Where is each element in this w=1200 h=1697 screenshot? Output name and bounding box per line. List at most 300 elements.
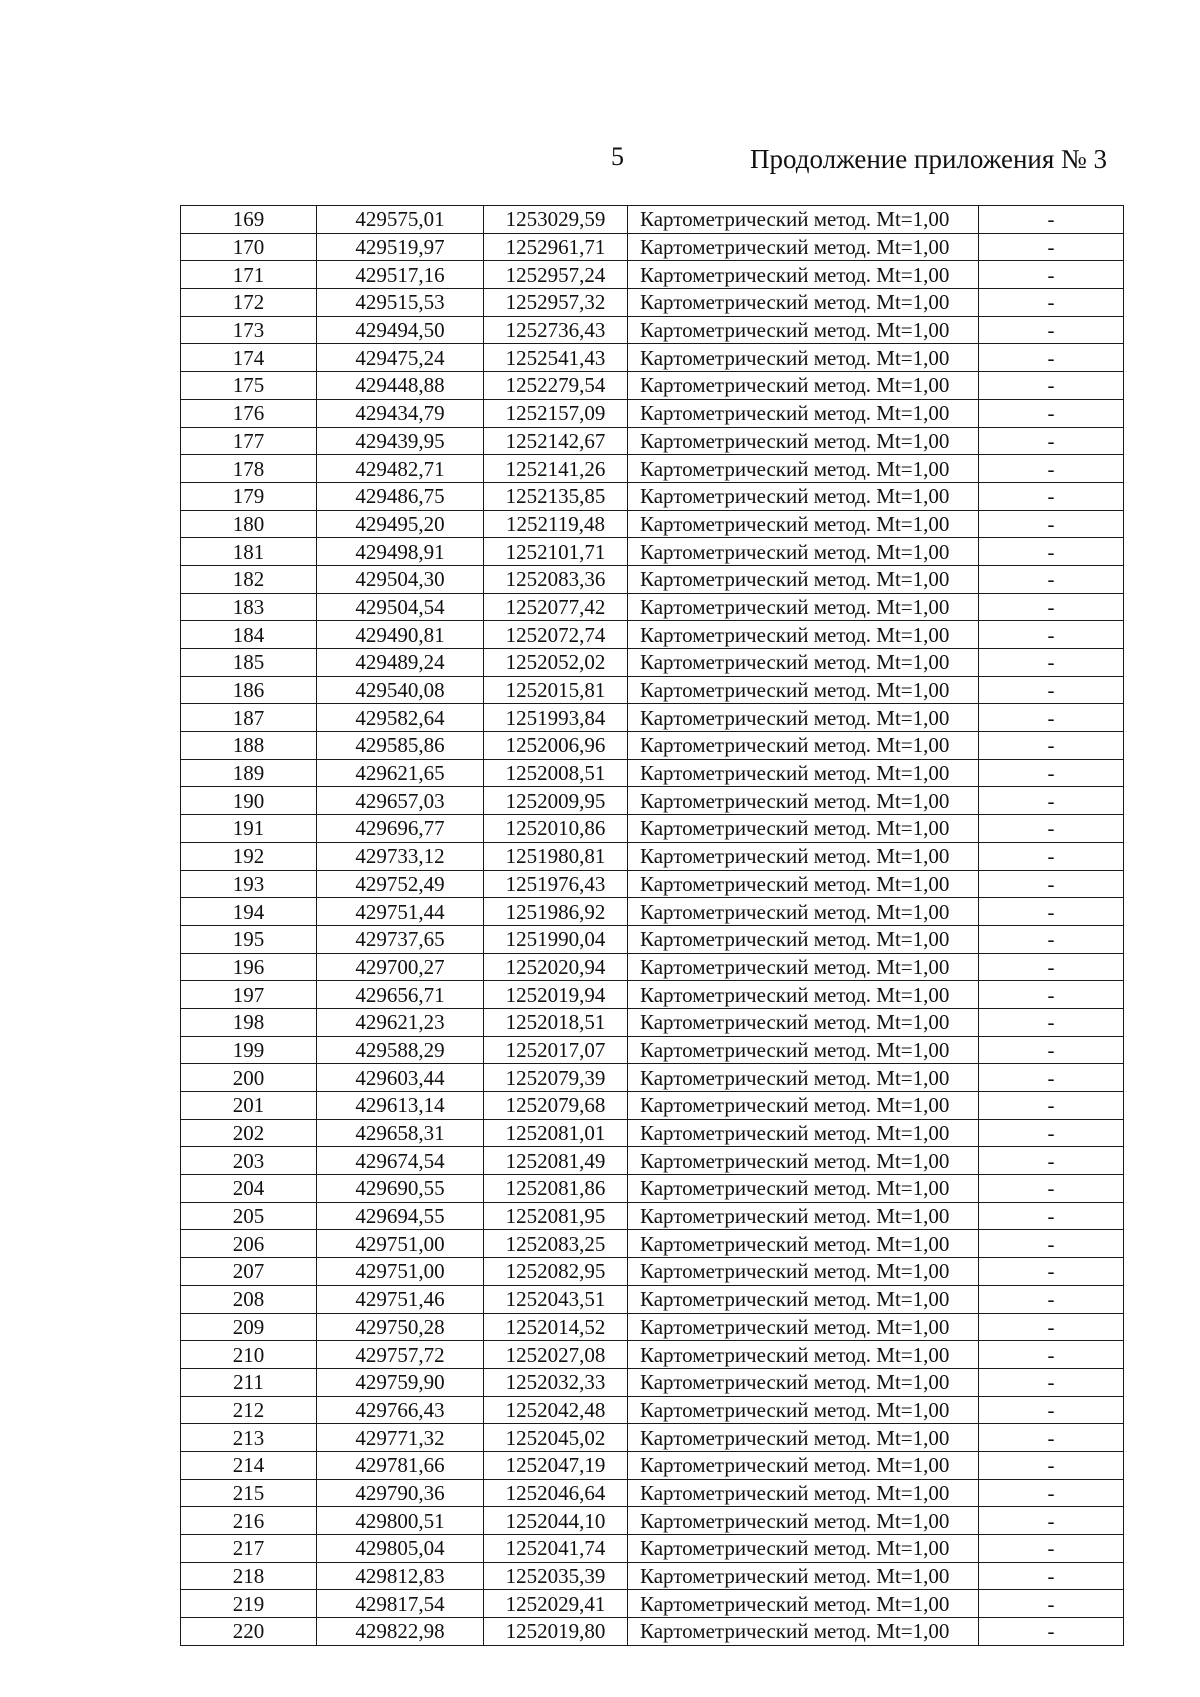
- point-number-cell: 219: [181, 1590, 317, 1618]
- x-coordinate-cell: 429603,44: [317, 1064, 484, 1092]
- point-number-cell: 177: [181, 427, 317, 455]
- method-cell: Картометрический метод. Mt=1,00: [628, 870, 979, 898]
- method-cell: Картометрический метод. Mt=1,00: [628, 1368, 979, 1396]
- y-coordinate-cell: 1252081,86: [484, 1175, 628, 1203]
- x-coordinate-cell: 429588,29: [317, 1036, 484, 1064]
- method-cell: Картометрический метод. Mt=1,00: [628, 1092, 979, 1120]
- point-number-cell: 175: [181, 372, 317, 400]
- description-cell: -: [979, 1175, 1124, 1203]
- x-coordinate-cell: 429658,31: [317, 1119, 484, 1147]
- table-row: [181, 1202, 1124, 1230]
- y-coordinate-cell: 1252142,67: [484, 427, 628, 455]
- table-row: [181, 565, 1124, 593]
- method-cell: Картометрический метод. Mt=1,00: [628, 1341, 979, 1369]
- point-number-cell: 213: [181, 1424, 317, 1452]
- method-cell: Картометрический метод. Mt=1,00: [628, 233, 979, 261]
- y-coordinate-cell: 1252019,80: [484, 1618, 628, 1646]
- method-cell: Картометрический метод. Mt=1,00: [628, 538, 979, 566]
- x-coordinate-cell: 429750,28: [317, 1313, 484, 1341]
- method-cell: Картометрический метод. Mt=1,00: [628, 1535, 979, 1563]
- method-cell: Картометрический метод. Mt=1,00: [628, 399, 979, 427]
- y-coordinate-cell: 1252010,86: [484, 815, 628, 843]
- method-cell: Картометрический метод. Mt=1,00: [628, 1313, 979, 1341]
- x-coordinate-cell: 429540,08: [317, 676, 484, 704]
- table-row: [181, 953, 1124, 981]
- method-cell: Картометрический метод. Mt=1,00: [628, 621, 979, 649]
- point-number-cell: 180: [181, 510, 317, 538]
- point-number-cell: 204: [181, 1175, 317, 1203]
- y-coordinate-cell: 1252046,64: [484, 1479, 628, 1507]
- x-coordinate-cell: 429751,00: [317, 1258, 484, 1286]
- point-number-cell: 182: [181, 565, 317, 593]
- point-number-cell: 214: [181, 1451, 317, 1479]
- table-row: [181, 1092, 1124, 1120]
- x-coordinate-cell: 429494,50: [317, 316, 484, 344]
- method-cell: Картометрический метод. Mt=1,00: [628, 981, 979, 1009]
- coordinates-table: [180, 205, 1124, 1646]
- table-row: [181, 676, 1124, 704]
- description-cell: -: [979, 344, 1124, 372]
- method-cell: Картометрический метод. Mt=1,00: [628, 1008, 979, 1036]
- table-row: [181, 1147, 1124, 1175]
- description-cell: -: [979, 1396, 1124, 1424]
- point-number-cell: 195: [181, 925, 317, 953]
- point-number-cell: 193: [181, 870, 317, 898]
- y-coordinate-cell: 1252045,02: [484, 1424, 628, 1452]
- point-number-cell: 205: [181, 1202, 317, 1230]
- method-cell: Картометрический метод. Mt=1,00: [628, 1175, 979, 1203]
- description-cell: -: [979, 621, 1124, 649]
- point-number-cell: 216: [181, 1507, 317, 1535]
- table-row: [181, 289, 1124, 317]
- method-cell: Картометрический метод. Mt=1,00: [628, 1424, 979, 1452]
- description-cell: -: [979, 1479, 1124, 1507]
- table-row: [181, 1535, 1124, 1563]
- y-coordinate-cell: 1252043,51: [484, 1285, 628, 1313]
- x-coordinate-cell: 429517,16: [317, 261, 484, 289]
- description-cell: -: [979, 815, 1124, 843]
- y-coordinate-cell: 1252081,49: [484, 1147, 628, 1175]
- point-number-cell: 197: [181, 981, 317, 1009]
- y-coordinate-cell: 1252736,43: [484, 316, 628, 344]
- x-coordinate-cell: 429504,30: [317, 565, 484, 593]
- page-number: 5: [611, 142, 624, 171]
- description-cell: -: [979, 787, 1124, 815]
- table-row: [181, 1507, 1124, 1535]
- y-coordinate-cell: 1252041,74: [484, 1535, 628, 1563]
- x-coordinate-cell: 429690,55: [317, 1175, 484, 1203]
- table-row: [181, 344, 1124, 372]
- table-row: [181, 1285, 1124, 1313]
- description-cell: -: [979, 1507, 1124, 1535]
- y-coordinate-cell: 1252032,33: [484, 1368, 628, 1396]
- table-row: [181, 455, 1124, 483]
- table-row: [181, 233, 1124, 261]
- table-row: [181, 482, 1124, 510]
- method-cell: Картометрический метод. Mt=1,00: [628, 1202, 979, 1230]
- point-number-cell: 211: [181, 1368, 317, 1396]
- method-cell: Картометрический метод. Mt=1,00: [628, 1562, 979, 1590]
- description-cell: -: [979, 206, 1124, 234]
- y-coordinate-cell: 1252957,32: [484, 289, 628, 317]
- table-row: [181, 1341, 1124, 1369]
- y-coordinate-cell: 1251976,43: [484, 870, 628, 898]
- description-cell: -: [979, 676, 1124, 704]
- point-number-cell: 186: [181, 676, 317, 704]
- x-coordinate-cell: 429817,54: [317, 1590, 484, 1618]
- description-cell: -: [979, 842, 1124, 870]
- y-coordinate-cell: 1251980,81: [484, 842, 628, 870]
- description-cell: -: [979, 1258, 1124, 1286]
- description-cell: -: [979, 1202, 1124, 1230]
- table-row: [181, 1313, 1124, 1341]
- description-cell: -: [979, 1285, 1124, 1313]
- description-cell: -: [979, 427, 1124, 455]
- y-coordinate-cell: 1252019,94: [484, 981, 628, 1009]
- table-row: [181, 925, 1124, 953]
- x-coordinate-cell: 429519,97: [317, 233, 484, 261]
- description-cell: -: [979, 898, 1124, 926]
- description-cell: -: [979, 759, 1124, 787]
- table-row: [181, 261, 1124, 289]
- method-cell: Картометрический метод. Mt=1,00: [628, 1590, 979, 1618]
- method-cell: Картометрический метод. Mt=1,00: [628, 1285, 979, 1313]
- table-row: [181, 621, 1124, 649]
- y-coordinate-cell: 1252082,95: [484, 1258, 628, 1286]
- x-coordinate-cell: 429490,81: [317, 621, 484, 649]
- y-coordinate-cell: 1252119,48: [484, 510, 628, 538]
- point-number-cell: 172: [181, 289, 317, 317]
- x-coordinate-cell: 429800,51: [317, 1507, 484, 1535]
- table-row: [181, 1618, 1124, 1646]
- y-coordinate-cell: 1252961,71: [484, 233, 628, 261]
- y-coordinate-cell: 1252079,68: [484, 1092, 628, 1120]
- description-cell: -: [979, 1008, 1124, 1036]
- y-coordinate-cell: 1252079,39: [484, 1064, 628, 1092]
- description-cell: -: [979, 1092, 1124, 1120]
- y-coordinate-cell: 1252052,02: [484, 649, 628, 677]
- description-cell: -: [979, 482, 1124, 510]
- y-coordinate-cell: 1252029,41: [484, 1590, 628, 1618]
- x-coordinate-cell: 429495,20: [317, 510, 484, 538]
- point-number-cell: 184: [181, 621, 317, 649]
- x-coordinate-cell: 429434,79: [317, 399, 484, 427]
- point-number-cell: 187: [181, 704, 317, 732]
- method-cell: Картометрический метод. Mt=1,00: [628, 953, 979, 981]
- x-coordinate-cell: 429759,90: [317, 1368, 484, 1396]
- x-coordinate-cell: 429751,00: [317, 1230, 484, 1258]
- table-row: [181, 870, 1124, 898]
- coordinates-table-body: [181, 206, 1124, 1646]
- description-cell: -: [979, 289, 1124, 317]
- description-cell: -: [979, 1313, 1124, 1341]
- x-coordinate-cell: 429489,24: [317, 649, 484, 677]
- page-header: Продолжение приложения № 3: [750, 144, 1108, 174]
- point-number-cell: 185: [181, 649, 317, 677]
- method-cell: Картометрический метод. Mt=1,00: [628, 1479, 979, 1507]
- point-number-cell: 199: [181, 1036, 317, 1064]
- description-cell: -: [979, 1036, 1124, 1064]
- method-cell: Картометрический метод. Mt=1,00: [628, 593, 979, 621]
- y-coordinate-cell: 1252009,95: [484, 787, 628, 815]
- table-row: [181, 1479, 1124, 1507]
- method-cell: Картометрический метод. Mt=1,00: [628, 925, 979, 953]
- description-cell: -: [979, 1590, 1124, 1618]
- y-coordinate-cell: 1253029,59: [484, 206, 628, 234]
- table-row: [181, 1230, 1124, 1258]
- description-cell: -: [979, 538, 1124, 566]
- description-cell: -: [979, 1341, 1124, 1369]
- point-number-cell: 206: [181, 1230, 317, 1258]
- table-row: [181, 206, 1124, 234]
- point-number-cell: 174: [181, 344, 317, 372]
- point-number-cell: 169: [181, 206, 317, 234]
- table-row: [181, 1175, 1124, 1203]
- method-cell: Картометрический метод. Mt=1,00: [628, 372, 979, 400]
- table-row: [181, 1036, 1124, 1064]
- point-number-cell: 189: [181, 759, 317, 787]
- description-cell: -: [979, 925, 1124, 953]
- method-cell: Картометрический метод. Mt=1,00: [628, 1147, 979, 1175]
- point-number-cell: 190: [181, 787, 317, 815]
- x-coordinate-cell: 429621,23: [317, 1008, 484, 1036]
- description-cell: -: [979, 1147, 1124, 1175]
- table-row: [181, 1258, 1124, 1286]
- x-coordinate-cell: 429439,95: [317, 427, 484, 455]
- x-coordinate-cell: 429504,54: [317, 593, 484, 621]
- table-row: [181, 981, 1124, 1009]
- x-coordinate-cell: 429498,91: [317, 538, 484, 566]
- method-cell: Картометрический метод. Mt=1,00: [628, 842, 979, 870]
- x-coordinate-cell: 429781,66: [317, 1451, 484, 1479]
- description-cell: -: [979, 233, 1124, 261]
- y-coordinate-cell: 1252072,74: [484, 621, 628, 649]
- x-coordinate-cell: 429482,71: [317, 455, 484, 483]
- y-coordinate-cell: 1252015,81: [484, 676, 628, 704]
- point-number-cell: 209: [181, 1313, 317, 1341]
- table-row: [181, 593, 1124, 621]
- description-cell: -: [979, 372, 1124, 400]
- x-coordinate-cell: 429585,86: [317, 732, 484, 760]
- y-coordinate-cell: 1252035,39: [484, 1562, 628, 1590]
- x-coordinate-cell: 429733,12: [317, 842, 484, 870]
- x-coordinate-cell: 429790,36: [317, 1479, 484, 1507]
- method-cell: Картометрический метод. Mt=1,00: [628, 676, 979, 704]
- y-coordinate-cell: 1252047,19: [484, 1451, 628, 1479]
- x-coordinate-cell: 429771,32: [317, 1424, 484, 1452]
- description-cell: -: [979, 732, 1124, 760]
- table-row: [181, 510, 1124, 538]
- y-coordinate-cell: 1252157,09: [484, 399, 628, 427]
- x-coordinate-cell: 429805,04: [317, 1535, 484, 1563]
- y-coordinate-cell: 1252044,10: [484, 1507, 628, 1535]
- description-cell: -: [979, 981, 1124, 1009]
- method-cell: Картометрический метод. Mt=1,00: [628, 704, 979, 732]
- y-coordinate-cell: 1252083,25: [484, 1230, 628, 1258]
- method-cell: Картометрический метод. Mt=1,00: [628, 427, 979, 455]
- point-number-cell: 217: [181, 1535, 317, 1563]
- description-cell: -: [979, 870, 1124, 898]
- y-coordinate-cell: 1252008,51: [484, 759, 628, 787]
- description-cell: -: [979, 399, 1124, 427]
- point-number-cell: 183: [181, 593, 317, 621]
- method-cell: Картометрический метод. Mt=1,00: [628, 1064, 979, 1092]
- method-cell: Картометрический метод. Mt=1,00: [628, 289, 979, 317]
- description-cell: -: [979, 593, 1124, 621]
- method-cell: Картометрический метод. Mt=1,00: [628, 1119, 979, 1147]
- description-cell: -: [979, 316, 1124, 344]
- x-coordinate-cell: 429575,01: [317, 206, 484, 234]
- x-coordinate-cell: 429812,83: [317, 1562, 484, 1590]
- point-number-cell: 202: [181, 1119, 317, 1147]
- y-coordinate-cell: 1252017,07: [484, 1036, 628, 1064]
- description-cell: -: [979, 1618, 1124, 1646]
- description-cell: -: [979, 953, 1124, 981]
- x-coordinate-cell: 429613,14: [317, 1092, 484, 1120]
- y-coordinate-cell: 1252081,95: [484, 1202, 628, 1230]
- point-number-cell: 178: [181, 455, 317, 483]
- table-row: [181, 1064, 1124, 1092]
- table-row: [181, 787, 1124, 815]
- table-row: [181, 1119, 1124, 1147]
- point-number-cell: 201: [181, 1092, 317, 1120]
- y-coordinate-cell: 1251986,92: [484, 898, 628, 926]
- description-cell: -: [979, 704, 1124, 732]
- y-coordinate-cell: 1252141,26: [484, 455, 628, 483]
- description-cell: -: [979, 1424, 1124, 1452]
- point-number-cell: 171: [181, 261, 317, 289]
- point-number-cell: 176: [181, 399, 317, 427]
- x-coordinate-cell: 429751,46: [317, 1285, 484, 1313]
- y-coordinate-cell: 1252135,85: [484, 482, 628, 510]
- x-coordinate-cell: 429737,65: [317, 925, 484, 953]
- point-number-cell: 196: [181, 953, 317, 981]
- x-coordinate-cell: 429751,44: [317, 898, 484, 926]
- table-row: [181, 732, 1124, 760]
- point-number-cell: 203: [181, 1147, 317, 1175]
- method-cell: Картометрический метод. Mt=1,00: [628, 1036, 979, 1064]
- description-cell: -: [979, 1230, 1124, 1258]
- method-cell: Картометрический метод. Mt=1,00: [628, 316, 979, 344]
- point-number-cell: 194: [181, 898, 317, 926]
- y-coordinate-cell: 1252081,01: [484, 1119, 628, 1147]
- point-number-cell: 191: [181, 815, 317, 843]
- point-number-cell: 170: [181, 233, 317, 261]
- point-number-cell: 220: [181, 1618, 317, 1646]
- table-row: [181, 842, 1124, 870]
- x-coordinate-cell: 429475,24: [317, 344, 484, 372]
- table-row: [181, 1451, 1124, 1479]
- x-coordinate-cell: 429657,03: [317, 787, 484, 815]
- method-cell: Картометрический метод. Mt=1,00: [628, 1258, 979, 1286]
- x-coordinate-cell: 429515,53: [317, 289, 484, 317]
- table-row: [181, 399, 1124, 427]
- description-cell: -: [979, 1535, 1124, 1563]
- method-cell: Картометрический метод. Mt=1,00: [628, 1451, 979, 1479]
- description-cell: -: [979, 1451, 1124, 1479]
- x-coordinate-cell: 429674,54: [317, 1147, 484, 1175]
- table-row: [181, 704, 1124, 732]
- x-coordinate-cell: 429486,75: [317, 482, 484, 510]
- x-coordinate-cell: 429621,65: [317, 759, 484, 787]
- method-cell: Картометрический метод. Mt=1,00: [628, 344, 979, 372]
- y-coordinate-cell: 1252042,48: [484, 1396, 628, 1424]
- y-coordinate-cell: 1252027,08: [484, 1341, 628, 1369]
- method-cell: Картометрический метод. Mt=1,00: [628, 732, 979, 760]
- table-row: [181, 1396, 1124, 1424]
- point-number-cell: 218: [181, 1562, 317, 1590]
- y-coordinate-cell: 1252279,54: [484, 372, 628, 400]
- description-cell: -: [979, 649, 1124, 677]
- x-coordinate-cell: 429766,43: [317, 1396, 484, 1424]
- method-cell: Картометрический метод. Mt=1,00: [628, 455, 979, 483]
- x-coordinate-cell: 429700,27: [317, 953, 484, 981]
- method-cell: Картометрический метод. Mt=1,00: [628, 1396, 979, 1424]
- point-number-cell: 212: [181, 1396, 317, 1424]
- y-coordinate-cell: 1252957,24: [484, 261, 628, 289]
- description-cell: -: [979, 565, 1124, 593]
- x-coordinate-cell: 429752,49: [317, 870, 484, 898]
- method-cell: Картометрический метод. Mt=1,00: [628, 759, 979, 787]
- method-cell: Картометрический метод. Mt=1,00: [628, 261, 979, 289]
- method-cell: Картометрический метод. Mt=1,00: [628, 1507, 979, 1535]
- method-cell: Картометрический метод. Mt=1,00: [628, 1618, 979, 1646]
- method-cell: Картометрический метод. Mt=1,00: [628, 565, 979, 593]
- table-row: [181, 649, 1124, 677]
- y-coordinate-cell: 1251990,04: [484, 925, 628, 953]
- x-coordinate-cell: 429448,88: [317, 372, 484, 400]
- y-coordinate-cell: 1252018,51: [484, 1008, 628, 1036]
- table-row: [181, 372, 1124, 400]
- description-cell: -: [979, 455, 1124, 483]
- method-cell: Картометрический метод. Mt=1,00: [628, 649, 979, 677]
- method-cell: Картометрический метод. Mt=1,00: [628, 815, 979, 843]
- point-number-cell: 198: [181, 1008, 317, 1036]
- point-number-cell: 215: [181, 1479, 317, 1507]
- x-coordinate-cell: 429822,98: [317, 1618, 484, 1646]
- table-row: [181, 1562, 1124, 1590]
- y-coordinate-cell: 1252014,52: [484, 1313, 628, 1341]
- table-row: [181, 316, 1124, 344]
- method-cell: Картометрический метод. Mt=1,00: [628, 898, 979, 926]
- description-cell: -: [979, 1562, 1124, 1590]
- description-cell: -: [979, 261, 1124, 289]
- y-coordinate-cell: 1252006,96: [484, 732, 628, 760]
- table-row: [181, 538, 1124, 566]
- point-number-cell: 173: [181, 316, 317, 344]
- y-coordinate-cell: 1252020,94: [484, 953, 628, 981]
- description-cell: -: [979, 1119, 1124, 1147]
- table-row: [181, 1424, 1124, 1452]
- description-cell: -: [979, 510, 1124, 538]
- method-cell: Картометрический метод. Mt=1,00: [628, 787, 979, 815]
- table-row: [181, 1008, 1124, 1036]
- x-coordinate-cell: 429694,55: [317, 1202, 484, 1230]
- y-coordinate-cell: 1252541,43: [484, 344, 628, 372]
- table-row: [181, 1590, 1124, 1618]
- point-number-cell: 210: [181, 1341, 317, 1369]
- point-number-cell: 207: [181, 1258, 317, 1286]
- table-row: [181, 1368, 1124, 1396]
- description-cell: -: [979, 1064, 1124, 1092]
- x-coordinate-cell: 429656,71: [317, 981, 484, 1009]
- x-coordinate-cell: 429757,72: [317, 1341, 484, 1369]
- method-cell: Картометрический метод. Mt=1,00: [628, 1230, 979, 1258]
- point-number-cell: 200: [181, 1064, 317, 1092]
- point-number-cell: 208: [181, 1285, 317, 1313]
- method-cell: Картометрический метод. Mt=1,00: [628, 206, 979, 234]
- table-row: [181, 427, 1124, 455]
